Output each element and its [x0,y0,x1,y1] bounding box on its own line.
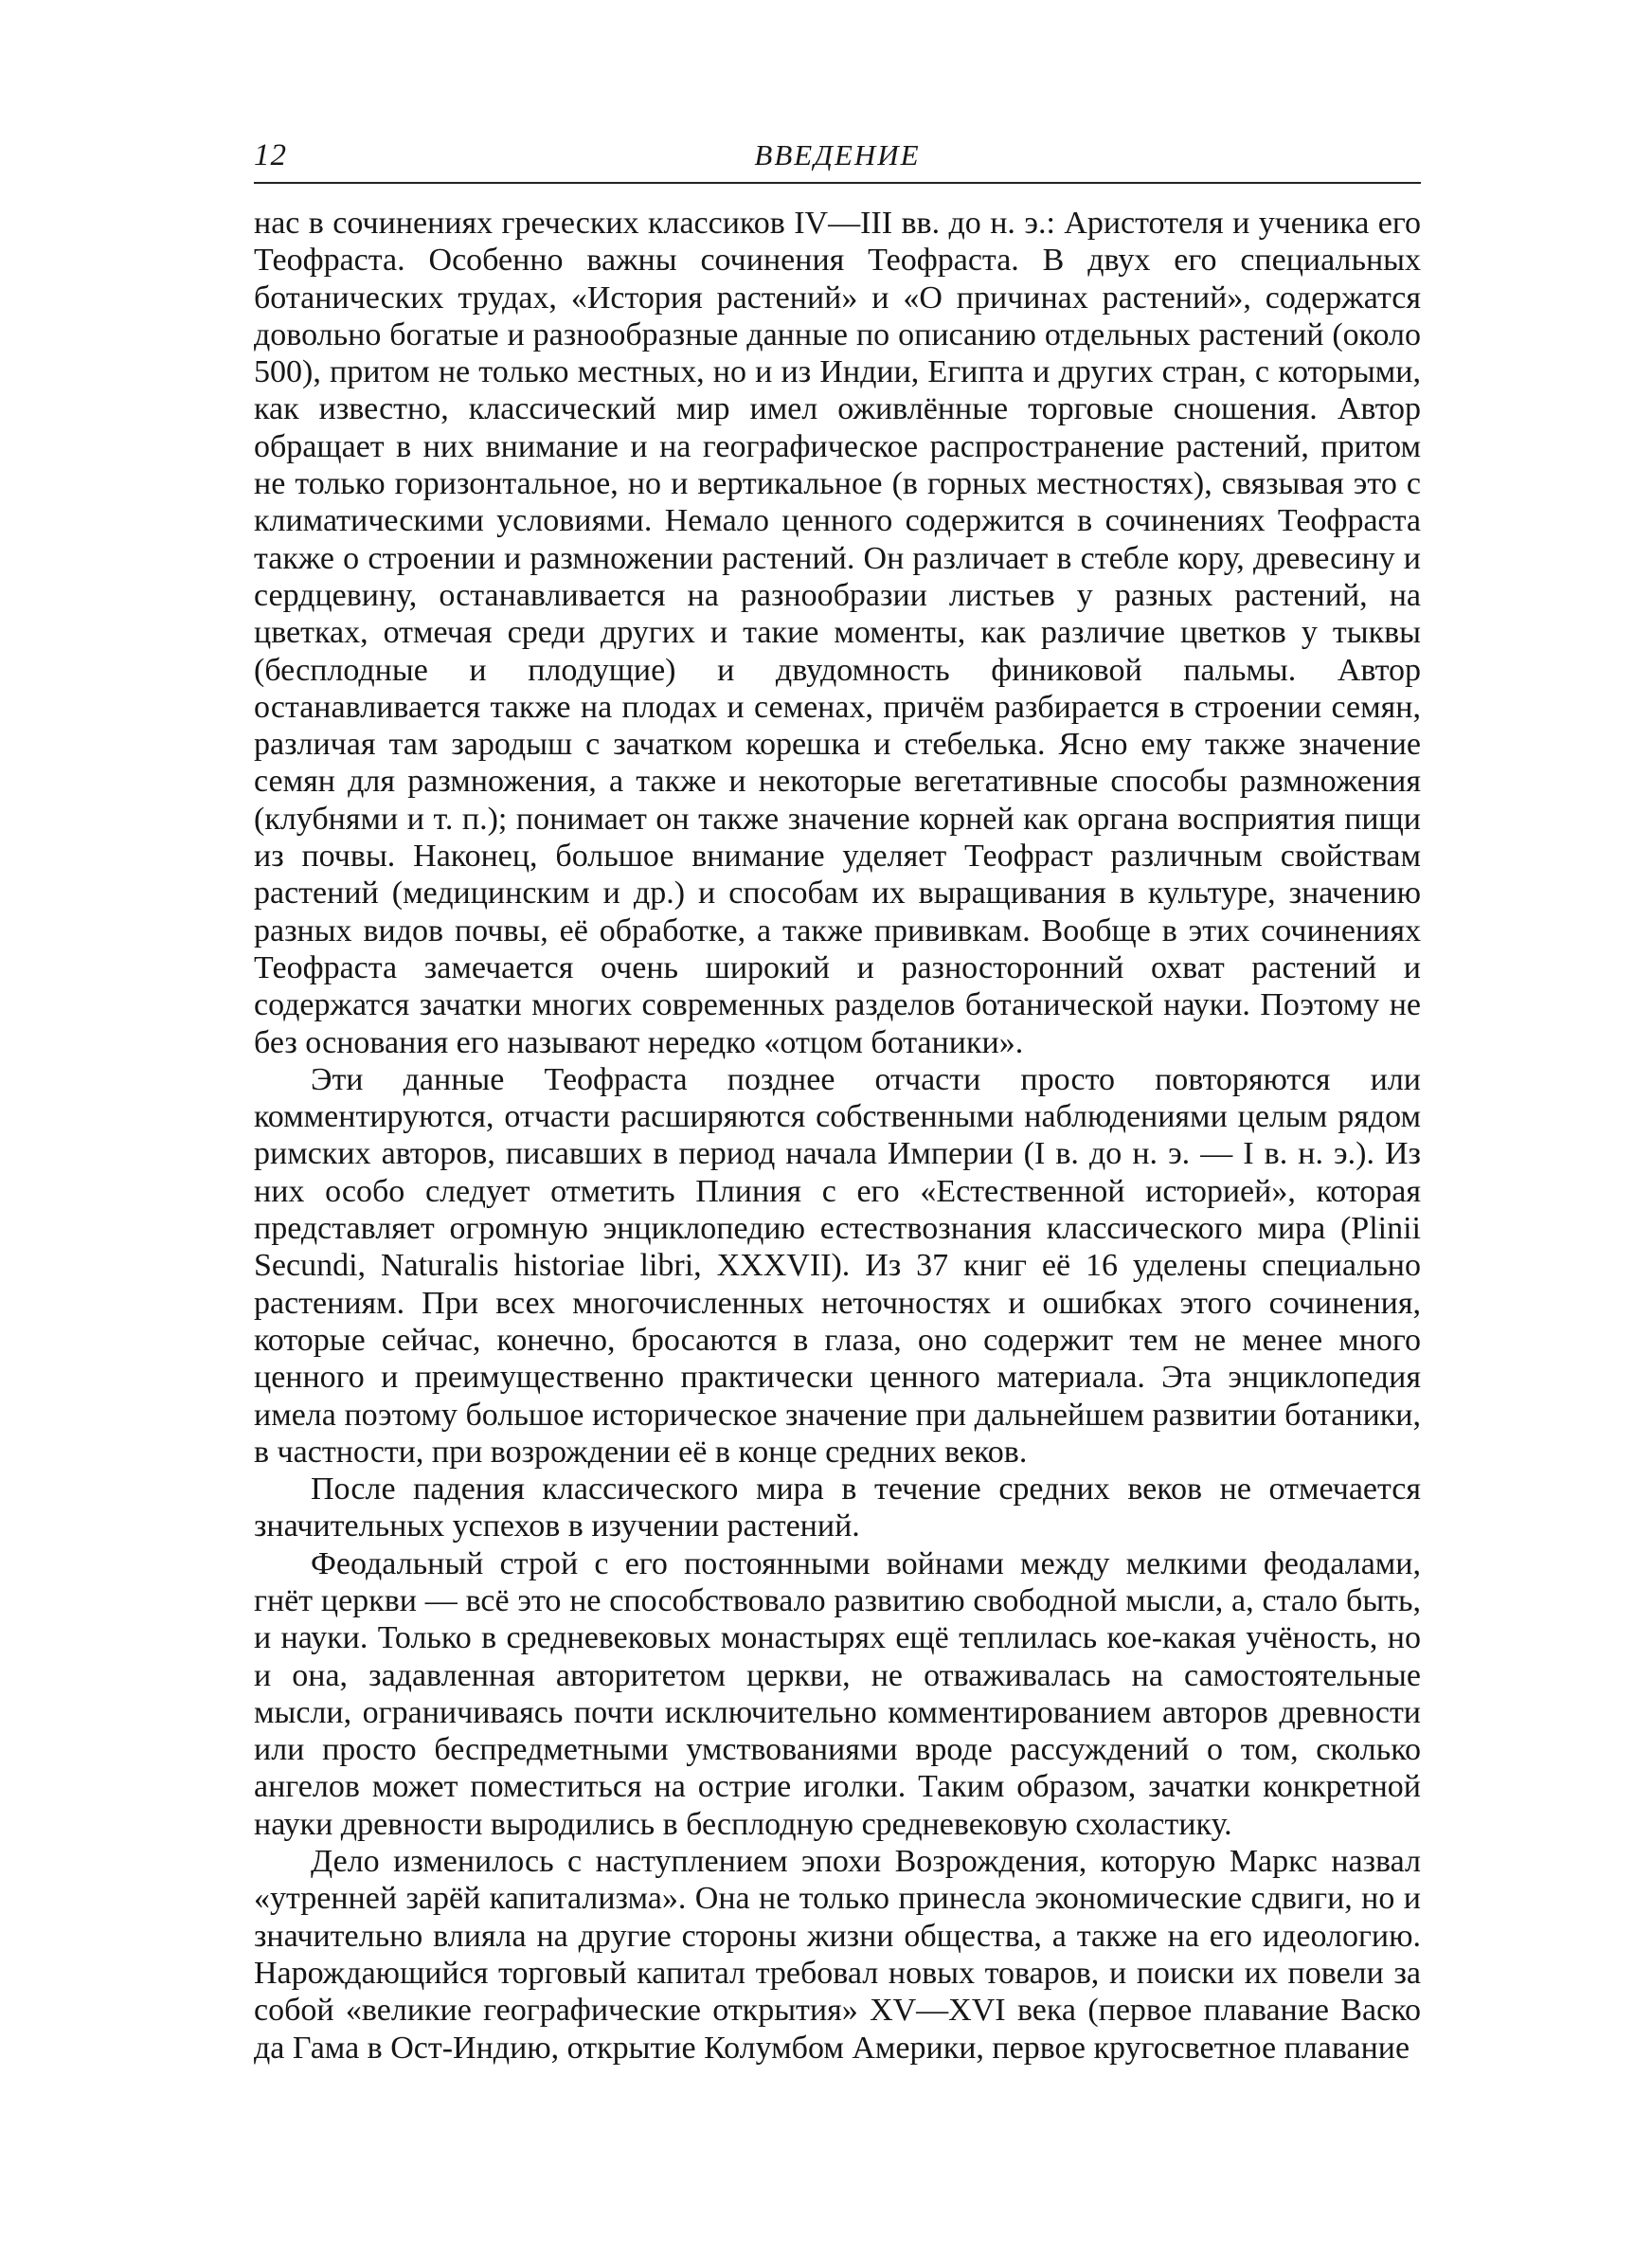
paragraph-theophrastus: нас в сочинениях греческих классиков IV—III вв. до н. э.: Аристотеля и ученика его Теофраста. Особенно важны сочинения Теофраста. В двух его специальных ботанических трудах, «История растений» и «О причинах растений», содержатся довольно богатые и разнообразные данные по описанию отдельных растений (около 500), притом не только местных, но и из Индии, Египта и других стран, с которыми, как известно, классический мир имел оживлённые торговые сношения. Автор обращает в них внимание и на географическое распространение растений, притом не только горизонтальное, но и вертикальное (в горных местностях), связывая это с климатическими условиями. Немало ценного содержится в сочинениях Теофраста также о строении и размножении растений. Он различает в стебле кору, древесину и сердцевину, останавливается на разнообразии листьев у разных растений, на цветках, отмечая среди других и такие моменты, как различие цветков у тыквы (бесплодные и плодущие) и двудомность финиковой пальмы. Автор останавливается также на плодах и семенах, причём разбирается в строении семян, различая там зародыш с зачатком корешка и стебелька. Ясно ему также значение семян для размножения, а также и некоторые вегетативные способы размножения (клубнями и т. п.); понимает он также значение корней как органа восприятия пищи из почвы. Наконец, большое внимание уделяет Теофраст различным свойствам растений (медицинским и др.) и способам их выращивания в культуре, значению разных видов почвы, её обработке, а также прививкам. Вообще в этих сочинениях Теофраста замечается очень широкий и разносторонний охват растений и содержатся зачатки многих современных разделов ботанической науки. Поэтому не без основания его называют нередко «отцом ботаники». [254,206,1421,1060]
body-text [254,205,1421,2067]
running-head [254,133,1421,184]
page-number: 12 [254,138,287,172]
book-page [254,133,1421,2067]
paragraph-feudalism: Феодальный строй с его постоянными войнами между мелкими феодалами, гнёт церкви — всё это не способствовало развитию свободной мысли, а, стало быть, и науки. Только в средневековых монастырях ещё теплилась кое-какая учёность, но и она, задавленная авторитетом церкви, не отваживалась на самостоятельные мысли, ограничиваясь почти исключительно комментированием авторов древности или просто беспредметными умствованиями вроде рассуждений о том, сколько ангелов может поместиться на острие иголки. Таким образом, зачатки конкретной науки древности выродились в бесплодную средневековую схоластику. [254,1545,1421,1842]
running-title: ВВЕДЕНИЕ [754,138,921,172]
paragraph-renaissance: Дело изменилось с наступлением эпохи Возрождения, которую Маркс назвал «утренней зарёй капитализма». Она не только принесла экономические сдвиги, но и значительно влияла на другие стороны жизни общества, а также на его идеологию. Нарождающийся торговый капитал требовал новых товаров, и поиски их повели за собой «великие географические открытия» XV—XVI века (первое плавание Васко да Гама в Ост-Индию, открытие Колумбом Америки, первое кругосветное плавание [254,1844,1421,2066]
paragraph-pliny: Эти данные Теофраста позднее отчасти просто повторяются или комментируются, отчасти расширяются собственными наблюдениями целым рядом римских авторов, писавших в период начала Империи (I в. до н. э. — I в. н. э.). Из них особо следует отметить Плиния с его «Естественной историей», которая представляет огромную энциклопедию естествознания классического мира (Plinii Secundi, Naturalis historiae libri, XXXVII). Из 37 книг её 16 уделены специально растениям. При всех многочисленных неточностях и ошибках этого сочинения, которые сейчас, конечно, бросаются в глаза, оно содержит тем не менее много ценного и преимущественно практически ценного материала. Эта энциклопедия имела поэтому большое историческое значение при дальнейшем развитии ботаники, в частности, при возрождении её в конце средних веков. [254,1061,1421,1470]
paragraph-middle-ages: После падения классического мира в течение средних веков не отмечается значительных успехов в изучении растений. [254,1472,1421,1544]
